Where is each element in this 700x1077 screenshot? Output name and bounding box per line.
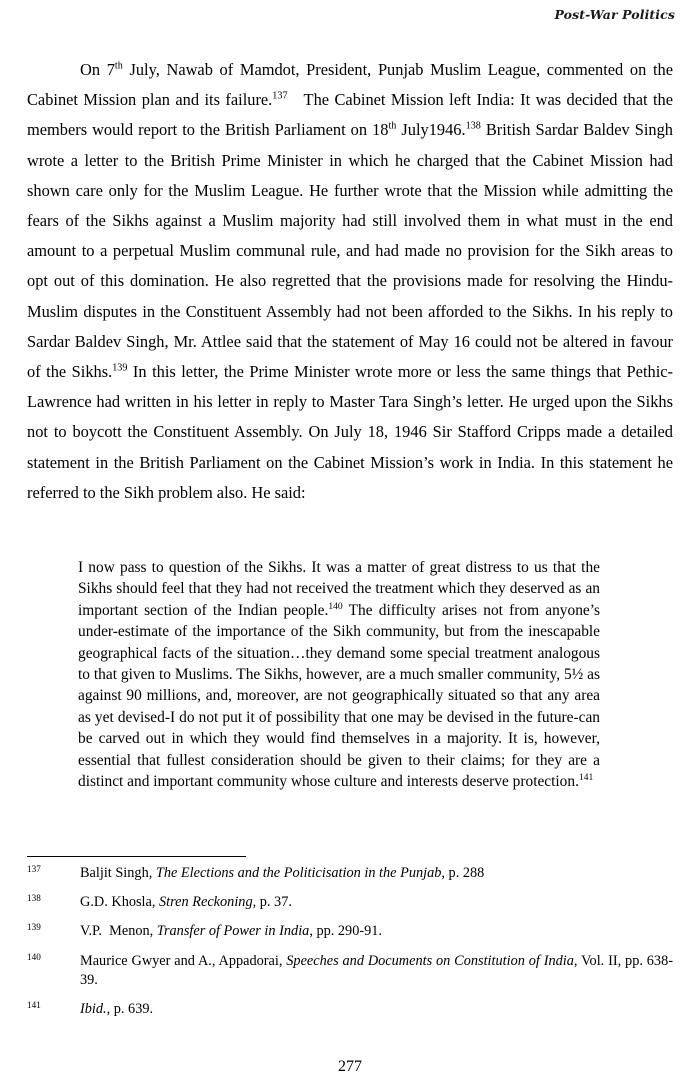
footnote-text: Maurice Gwyer and A., Appadorai, Speeches and Documents on Constitution of India, Vol. II, pp. 638-39. [80, 952, 673, 988]
footnote-number: 140 [27, 951, 41, 962]
footnote-text: Baljit Singh, The Elections and the Politicisation in the Punjab, p. 288 [80, 865, 485, 881]
footnote-text: Ibid., p. 639. [80, 1001, 154, 1017]
footnote-number: 138 [27, 893, 41, 903]
footnote-number: 137 [27, 864, 41, 874]
footnote-entry [27, 893, 673, 913]
footnote-number: 141 [27, 1000, 41, 1010]
block-quotation [78, 557, 600, 792]
footnote-text: G.D. Khosla, Stren Reckoning, p. 37. [80, 894, 292, 910]
footnote-separator-rule [27, 856, 246, 857]
footnote-list [27, 864, 673, 1020]
footnote-entry [27, 922, 673, 942]
body-text-block [27, 55, 673, 508]
quotation-paragraph: I now pass to question of the Sikhs. It was a matter of great distress to us that the Sikhs should feel that they had not received the treatment which they deserved as an important section of the Indian people.$^{140}$ The difficulty arises not from anyone’s under-estimate of the importance of the Sikh community, but from the inescapable geographical facts of the situation…they demand some special treatment analogous to that given to Muslims. The Sikhs, however, are a much smaller community, 5½ as against 90 millions, and, moreover, are not geographically situated so that any area as yet devised-I do not put it of possibility that one may be devised in the future-can be carved out in which they would find themselves in a majority. It is, however, essential that fullest consideration should be given to their claims; for they are a distinct and important community whose culture and interests deserve protection.$^{141}$ [78, 559, 600, 791]
running-header-title: Post-War Politics [554, 7, 675, 22]
page-number: 277 [338, 1058, 362, 1075]
footnote-number: 139 [27, 922, 41, 932]
footnote-entry [27, 1000, 673, 1020]
footnote-entry [27, 952, 673, 991]
body-paragraph: On 7th July, Nawab of Mamdot, President, Punjab Muslim League, commented on the Cabinet Mission plan and its failure.$^{137}$ The Cabinet Mission left India: It was decided that the members would report to the British Parliament on 18th July1946.$^{138}$ British Sardar Baldev Singh wrote a letter to the British Prime Minister in which he charged that the Cabinet Mission had shown care only for the Muslim League. He further wrote that the Mission while admitting the fears of the Sikhs against a Muslim majority had still involved them in what must in the end amount to a perpetual Muslim communal rule, and had made no provision for the Sikh areas to opt out of this domination. He also regretted that the provisions made for resolving the Hindu-Muslim disputes in the Constituent Assembly had not been afforded to the Sikhs. In his reply to Sardar Baldev Singh, Mr. Attlee said that the statement of May 16 could not be altered in favour of the Sikhs.$^{139}$ In this letter, the Prime Minister wrote more or less the same things that Pethic-Lawrence had written in his letter in reply to Master Tara Singh’s letter. He urged upon the Sikhs not to boycott the Constituent Assembly. On July 18, 1946 Sir Stafford Cripps made a detailed statement in the British Parliament on the Cabinet Mission’s work in India. In this statement he referred to the Sikh problem also. He said: [27, 60, 673, 502]
footnote-entry [27, 864, 673, 884]
footnote-text: V.P. Menon, Transfer of Power in India, pp. 290-91. [80, 923, 382, 939]
